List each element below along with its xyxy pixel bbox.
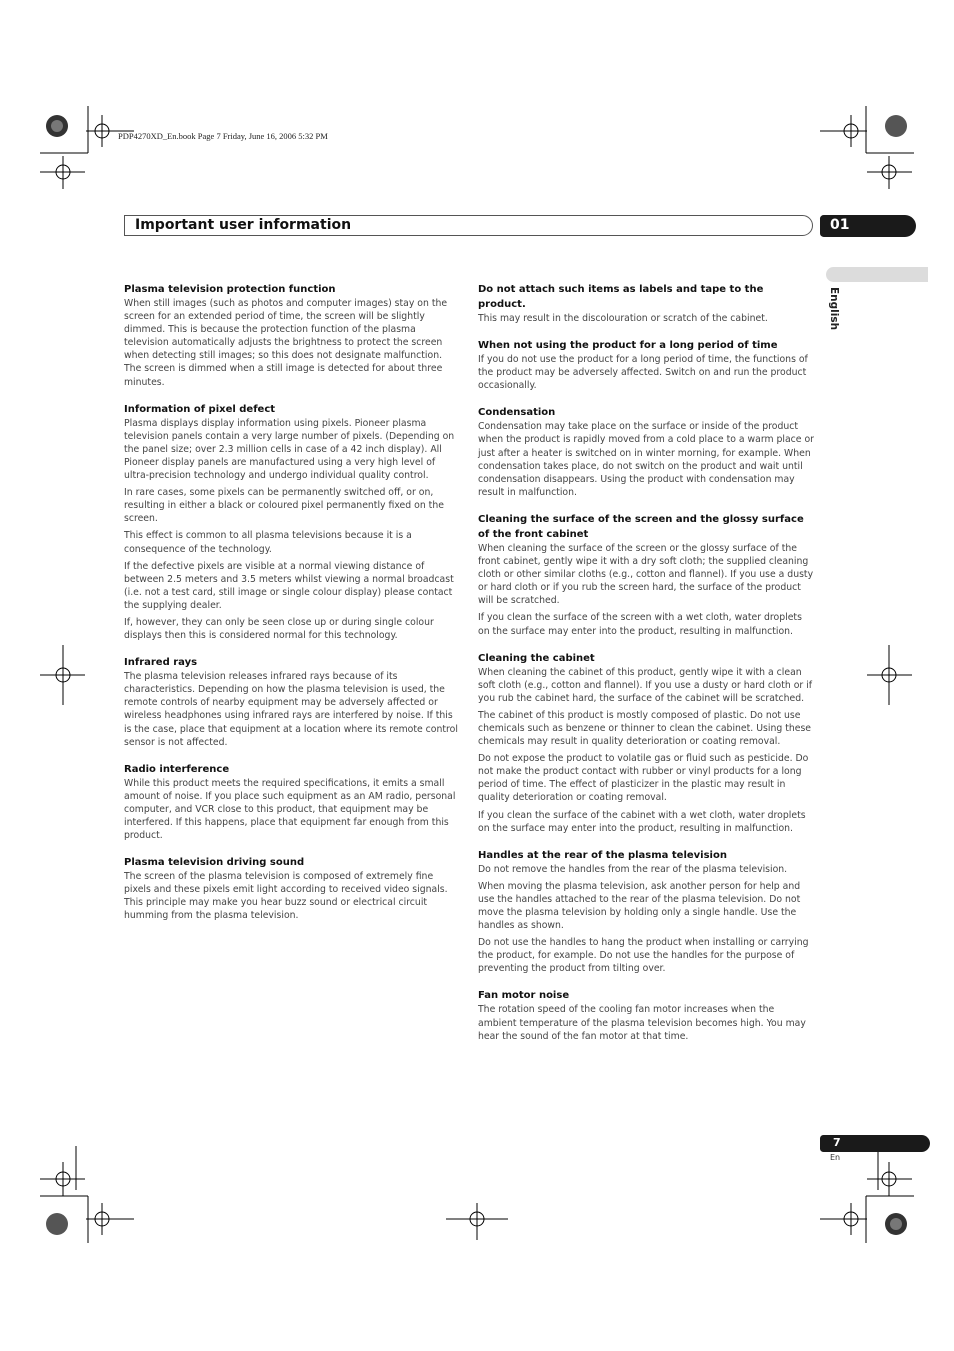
section-heading: Cleaning the cabinet bbox=[478, 652, 595, 664]
right-column bbox=[478, 282, 814, 1056]
section-heading: When not using the product for a long period of time bbox=[478, 340, 778, 352]
body-paragraph: Plasma displays display information using pixels. Pioneer plasma television panels contain a very large number of pixels. (Depending on the panel size; over 2.3 million cells in case of a 42 inch display). All Pioneer display panels are manufactured using a very high level of ultra-precision technology and undergo individual quality control. bbox=[124, 417, 455, 482]
section-heading: Plasma television protection function bbox=[124, 284, 336, 295]
page-number-tab bbox=[820, 1135, 930, 1152]
body-paragraph: Condensation may take place on the surface or inside of the product when the product is rapidly moved from a cold place to a warm place or just after a heater is switched on in winter morning, for example. When condensation takes place, do not switch on the product and wait until condensation disappears. Using the product with condensation may result in malfunction. bbox=[478, 421, 814, 498]
section bbox=[124, 762, 460, 842]
body-paragraph: The plasma television releases infrared rays because of its characteristics. Depending on how the plasma television is used, the remote controls of nearby equipment may be adversely affected or wireless headphones using infrared rays are interfered by noise. If this is the case, place that equipment at a location where its remote control sensor is not affected. bbox=[124, 671, 458, 748]
body-paragraph: In rare cases, some pixels can be permanently switched off, or on, resulting in either a black or coloured pixel permanently fixed on the screen. bbox=[124, 487, 444, 525]
body-paragraph: If you clean the surface of the screen with a wet cloth, water droplets on the surface may enter into the product, resulting in malfunction. bbox=[478, 612, 802, 637]
section-heading: Do not attach such items as labels and tape to the product. bbox=[478, 284, 764, 310]
section-heading: Fan motor noise bbox=[478, 990, 570, 1002]
body-paragraph: When still images (such as photos and computer images) stay on the screen for an extended period of time, the screen will be slightly dimmed. This is because the protection function of the plasma television automatically adjusts the brightness to protect the screen when detecting still images; so this does not designate malfunction. The screen is dimmed when a still image is detected for about three minutes. bbox=[124, 298, 448, 388]
language-label: English bbox=[828, 287, 840, 331]
section-heading: Information of pixel defect bbox=[124, 403, 276, 415]
section bbox=[478, 651, 814, 835]
body-paragraph: The cabinet of this product is mostly composed of plastic. Do not use chemicals such as benzene or thinner to clean the cabinet. Using these chemicals may result in quality deterioration or coating removal. bbox=[478, 709, 812, 748]
chapter-number: 01 bbox=[830, 217, 850, 233]
section bbox=[124, 402, 460, 643]
language-tab bbox=[826, 267, 928, 282]
section bbox=[478, 988, 814, 1042]
body-paragraph: If you do not use the product for a long period of time, the functions of the product may be adversely affected. Switch on and run the product occasionally. bbox=[478, 354, 808, 392]
body-paragraph: When cleaning the cabinet of this product, gently wipe it with a clean soft cloth (e.g., cotton and flannel). If you use a dusty or hard cloth or if you rub the cabinet hard, the surface of the cabinet will be scratched. bbox=[478, 666, 813, 704]
body-paragraph: If you clean the surface of the cabinet with a wet cloth, water droplets on the surface may enter into the product, resulting in malfunction. bbox=[478, 809, 806, 834]
section-heading: Condensation bbox=[478, 407, 556, 419]
print-slug: PDP4270XD_En.book Page 7 Friday, June 16, 2006 5:32 PM bbox=[118, 131, 328, 141]
section-heading: Cleaning the surface of the screen and the glossy surface of the front cabinet bbox=[478, 513, 804, 540]
section-heading: Plasma television driving sound bbox=[124, 857, 305, 869]
section bbox=[478, 848, 814, 976]
section bbox=[124, 282, 460, 389]
body-paragraph: Do not remove the handles from the rear of the plasma television. bbox=[478, 863, 788, 875]
body-paragraph: The screen of the plasma television is composed of extremely fine pixels and these pixels emit light according to received video signals. This principle may make you hear buzz sound or electrical circuit humming from the plasma television. bbox=[124, 871, 448, 922]
page-title: Important user information bbox=[135, 217, 352, 233]
body-paragraph: The rotation speed of the cooling fan motor increases when the ambient temperature of the plasma television becomes high. You may hear the sound of the fan motor at that time. bbox=[478, 1004, 806, 1042]
section bbox=[478, 405, 814, 499]
body-paragraph: If, however, they can only be seen close up or during single colour displays then this is considered normal for this technology. bbox=[124, 616, 434, 642]
section bbox=[478, 512, 814, 638]
section bbox=[478, 282, 814, 325]
body-paragraph: If the defective pixels are visible at a normal viewing distance of between 2.5 meters and 3.5 meters whilst viewing a normal broadcast (i.e. not a test card, still image or single colour display) please contact the supplying dealer. bbox=[124, 560, 454, 611]
body-paragraph: This may result in the discolouration or scratch of the cabinet. bbox=[478, 313, 768, 324]
page-number: 7 bbox=[833, 1136, 841, 1149]
page-header bbox=[124, 215, 813, 236]
body-paragraph: While this product meets the required specifications, it emits a small amount of noise. If you place such equipment as an AM radio, personal computer, and VCR close to this product, that equipment may be interfered. If this happens, place that equipment far enough from this product. bbox=[124, 777, 456, 842]
body-paragraph: This effect is common to all plasma televisions because it is a consequence of the technology. bbox=[124, 530, 412, 555]
body-paragraph: When cleaning the surface of the screen or the glossy surface of the front cabinet, gently wipe it with a dry soft cloth; the supplied cleaning cloth or other similar cloths (e.g., cotton and flannel). If you use a dusty or hard cloth or if you rub the screen hard, the surface of the product will be scratched. bbox=[478, 542, 814, 607]
body-paragraph: Do not expose the product to volatile gas or fluid such as pesticide. Do not make the product contact with rubber or vinyl products for a long period of time. The effect of plasticizer in the plastic may result in quality deterioration or coating removal. bbox=[478, 753, 809, 804]
section-heading: Infrared rays bbox=[124, 657, 198, 669]
section bbox=[124, 655, 460, 749]
section-heading: Handles at the rear of the plasma television bbox=[478, 849, 727, 861]
chapter-tab bbox=[820, 215, 916, 237]
left-column bbox=[124, 282, 460, 936]
body-paragraph: When moving the plasma television, ask another person for help and use the handles attached to the rear of the plasma television. Do not move the plasma television by holding only a single handle. Use the handles as shown. bbox=[478, 880, 801, 932]
section bbox=[478, 338, 814, 392]
section bbox=[124, 855, 460, 922]
section-heading: Radio interference bbox=[124, 763, 230, 775]
page-language-code: En bbox=[830, 1153, 841, 1162]
body-paragraph: Do not use the handles to hang the product when installing or carrying the product, for example. Do not use the handles for the purpose of preventing the product from tilting over. bbox=[478, 937, 809, 975]
